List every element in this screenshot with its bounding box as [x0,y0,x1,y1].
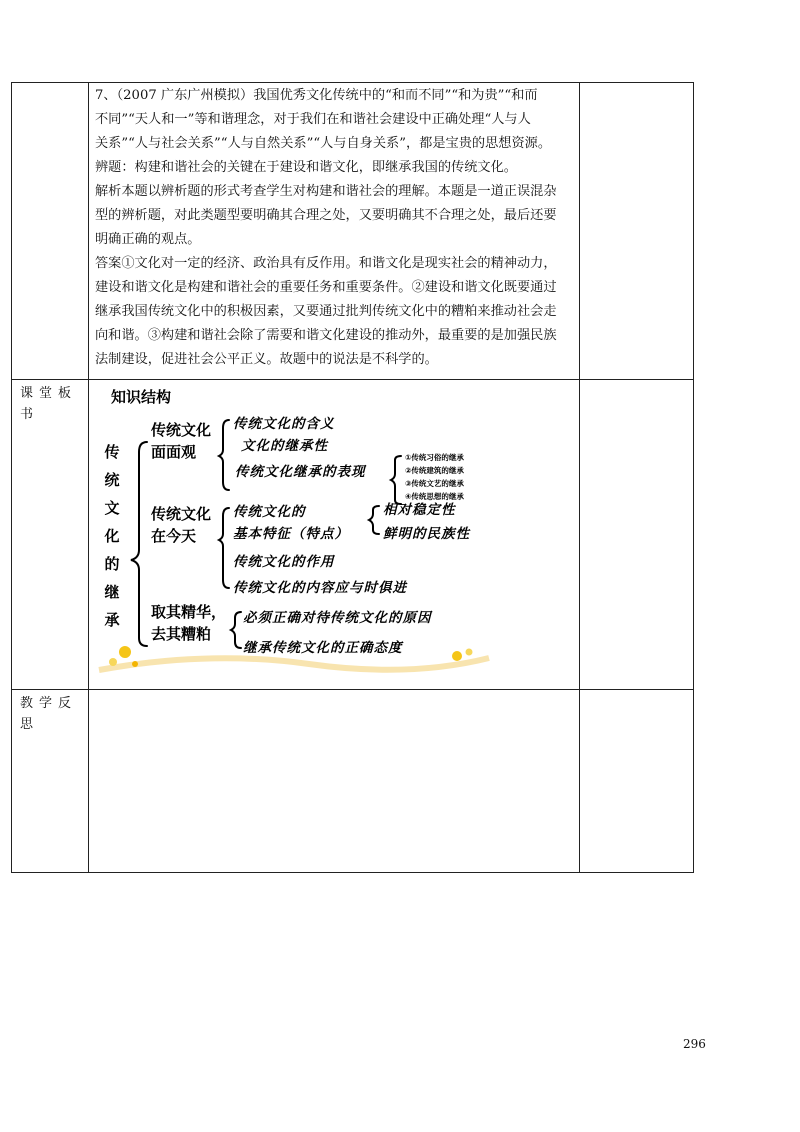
question-row [12,83,694,380]
board-row-label: 课堂板书 [12,380,89,690]
branch1-sub-3: ③传统文艺的继承 [405,479,464,488]
branch2-item-feature-line1: 传统文化的 [233,504,306,520]
branch1-sub-2: ②传统建筑的继承 [405,466,464,475]
lesson-table [11,82,694,873]
branch3-item-reason: 必须正确对待传统文化的原因 [243,610,432,626]
trait-national: 鲜明的民族性 [383,526,470,542]
question-line-1: 7、（2007 广东广州模拟）我国优秀文化传统中的“和而不同”“和为贵”“和而 [95,88,538,103]
branch1-sub-1: ①传统习俗的继承 [405,453,464,462]
branch1-item-manifestation: 传统文化继承的表现 [235,464,366,480]
question-row-label [12,83,89,380]
reflection-row [12,690,694,873]
question-line-5: 解析本题以辨析题的形式考查学生对构建和谐社会的理解。本题是一道正误混杂 [95,184,557,199]
floral-decoration-right [452,649,473,662]
branch2-label-line1: 传统文化 [151,505,212,523]
question-line-9: 建设和谐文化是构建和谐社会的重要任务和重要条件。②建设和谐文化既要通过 [95,280,557,295]
branch1-label-line2: 面面观 [151,443,197,461]
question-cell [89,83,580,380]
diagram-title: 知识结构 [111,388,172,406]
board-cell [89,380,580,690]
question-line-6: 型的辨析题，对此类题型要明确其合理之处，又要明确其不合理之处，最后还要 [95,208,557,223]
question-line-12: 法制建设，促进社会公平正义。故题中的说法是不科学的。 [95,352,438,367]
reflection-row-label: 教学反思 [12,690,89,873]
branch2-item-feature-line2: 基本特征（特点） [233,526,349,542]
knowledge-structure-diagram [89,380,579,686]
branch2-item-role: 传统文化的作用 [233,554,335,570]
branch2-label-line2: 在今天 [151,527,197,545]
branch3-label-line1: 取其精华， [151,603,227,621]
page-number: 296 [683,1037,706,1051]
question-line-7: 明确正确的观点。 [95,232,201,247]
branch1-label-line1: 传统文化 [151,421,212,439]
question-row-notes [580,83,694,380]
diagram-root-label: 传统文化的继承 [104,443,120,629]
branch3-item-attitude: 继承传统文化的正确态度 [243,640,403,656]
question-line-2: 不同”“天人和一”等和谐理念，对于我们在和谐社会建设中正确处理“人与人 [95,112,531,127]
reflection-row-notes [580,690,694,873]
reflection-cell [89,690,580,873]
board-row-notes [580,380,694,690]
branch1-item-meaning: 传统文化的含义 [233,416,335,432]
trait-stability: 相对稳定性 [383,502,456,518]
branch1-sub-4: ④传统思想的继承 [405,492,464,501]
branch2-item-content: 传统文化的内容应与时俱进 [233,580,407,596]
question-line-8: 答案①文化对一定的经济、政治具有反作用。和谐文化是现实社会的精神动力， [95,256,557,271]
question-line-10: 继承我国传统文化中的积极因素，又要通过批判传统文化中的糟粕来推动社会走 [95,304,557,319]
branch3-label-line2: 去其糟粕 [151,625,212,643]
branch1-item-inheritance: 文化的继承性 [241,438,328,454]
question-line-4: 辨题：构建和谐社会的关键在于建设和谐文化，即继承我国的传统文化。 [95,160,517,175]
question-line-11: 向和谐。③构建和谐社会除了需要和谐文化建设的推动外，最重要的是加强民族 [95,328,557,343]
question-line-3: 关系”“人与社会关系”“人与自然关系”“人与自身关系”，都是宝贵的思想资源。 [95,136,552,151]
board-row [12,380,694,690]
